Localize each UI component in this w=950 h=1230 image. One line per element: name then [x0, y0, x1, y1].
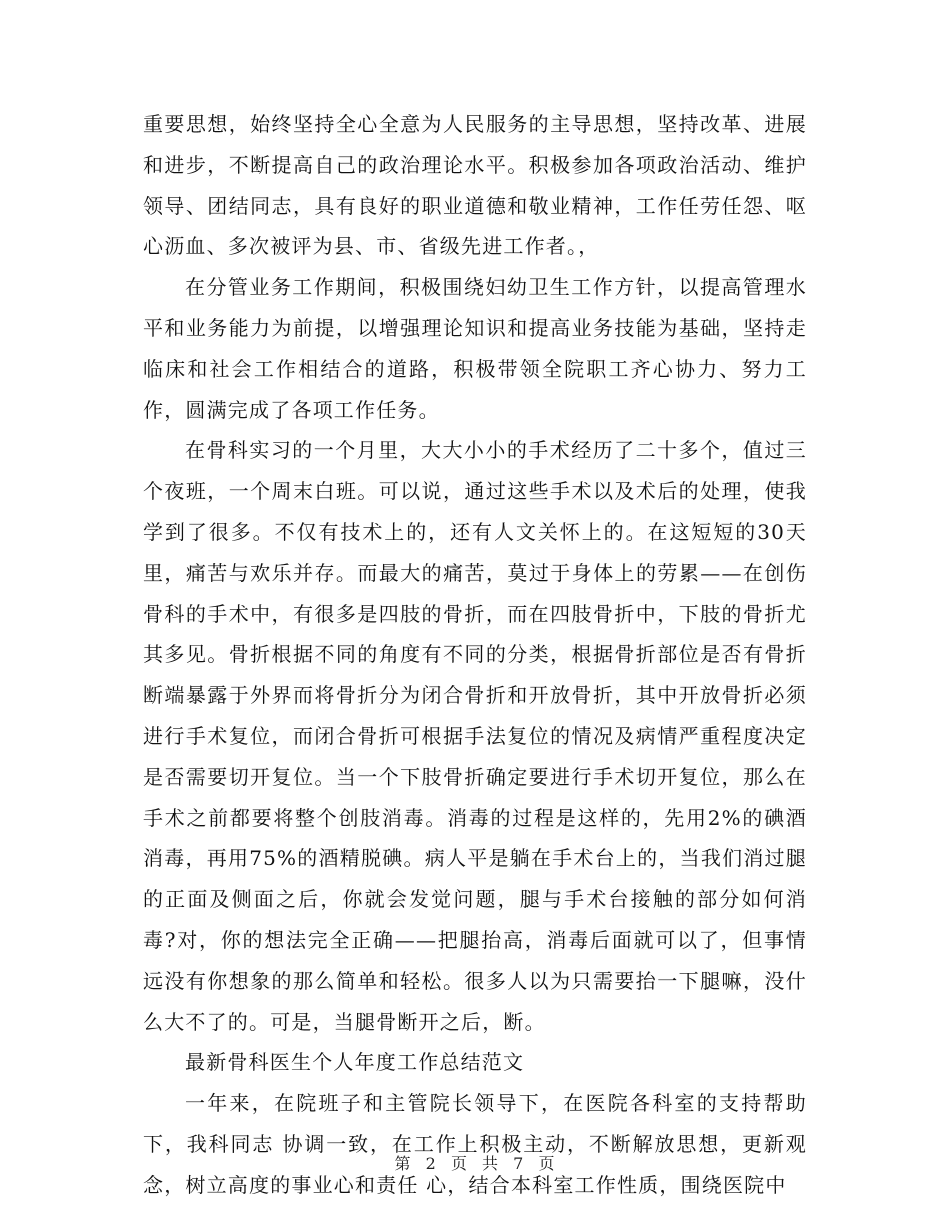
page-footer — [0, 1152, 950, 1176]
paragraph-annual-summary: 一年来，在院班子和主管院长领导下，在医院各科室的支持帮助下，我科同志 协调一致，在工作上积极主动，不断解放思想，更新观念，树立高度的事业心和责任 心，结合本科室工作性质，围绕医院中 — [143, 1091, 807, 1197]
footer-prefix: 第 — [394, 1154, 412, 1173]
section-title: 最新骨科医生个人年度工作总结范文 — [185, 1050, 525, 1075]
current-page-number: 2 — [425, 1154, 437, 1173]
paragraph-orthopedic-internship: 在骨科实习的一个月里，大大小小的手术经历了二十多个，值过三个夜班，一个周末白班。可以说，通过这些手术以及术后的处理，使我学到了很多。不仅有技术上的，还有人文关怀上的。在这短短的30天里，痛苦与欢乐并存。而最大的痛苦，莫过于身体上的劳累——在创伤骨科的手术中，有很多是四肢的骨折，而在四肢骨折中，下肢的骨折尤其多见。骨折根据不同的角度有不同的分类，根据骨折部位是否有骨折断端暴露于外界而将骨折分为闭合骨折和开放骨折，其中开放骨折必须进行手术复位，而闭合骨折可根据手法复位的情况及病情严重程度决定是否需要切开复位。当一个下肢骨折确定要进行手术切开复位，那么在手术之前都要将整个创肢消毒。消毒的过程是这样的，先用2%的碘酒消毒，再用75%的酒精脱碘。病人平是躺在手术台上的，当我们消过腿的正面及侧面之后，你就会发觉问题，腿与手术台接触的部分如何消毒?对，你的想法完全正确——把腿抬高，消毒后面就可以了，但事情远没有你想象的那么简单和轻松。很多人以为只需要抬一下腿嘛，没什么大不了的。可是，当腿骨断开之后，断。 — [143, 438, 807, 1034]
paragraph-management: 在分管业务工作期间，积极围绕妇幼卫生工作方针，以提高管理水平和业务能力为前提，以增强理论知识和提高业务技能为基础，坚持走临床和社会工作相结合的道路，积极带领全院职工齐心协力、努力工作，圆满完成了各项工作任务。 — [143, 275, 807, 422]
footer-suffix: 页 — [538, 1154, 556, 1173]
footer-total-word: 共 — [482, 1154, 500, 1173]
total-page-number: 7 — [513, 1154, 525, 1173]
paragraph-continuation: 重要思想，始终坚持全心全意为人民服务的主导思想，坚持改革、进展和进步，不断提高自己的政治理论水平。积极参加各项政治活动、维护领导、团结同志，具有良好的职业道德和敬业精神，工作任劳任怨、呕心沥血、多次被评为县、市、省级先进工作者。， — [143, 112, 807, 259]
footer-page-word: 页 — [450, 1154, 468, 1173]
document-body — [143, 104, 807, 1206]
